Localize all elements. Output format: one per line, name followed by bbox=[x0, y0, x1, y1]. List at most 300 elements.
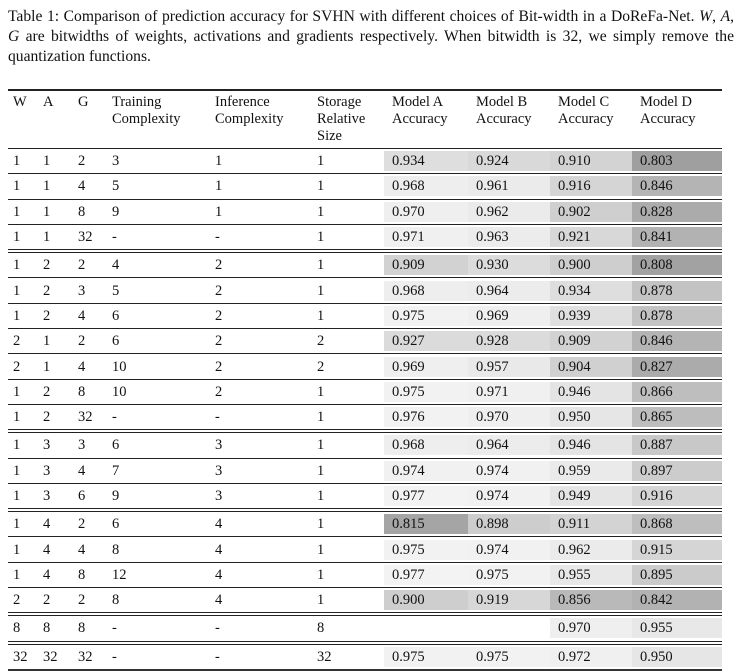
accuracy-value: 0.911 bbox=[550, 514, 632, 534]
table-cell: 3 bbox=[78, 431, 112, 458]
accuracy-table bbox=[8, 89, 722, 671]
accuracy-cell bbox=[550, 431, 632, 458]
accuracy-cell bbox=[550, 329, 632, 354]
accuracy-cell bbox=[468, 562, 550, 587]
table-cell: 1 bbox=[215, 174, 317, 199]
table-cell: 1 bbox=[8, 379, 43, 404]
accuracy-cell bbox=[632, 278, 722, 303]
table-cell: 32 bbox=[317, 643, 384, 670]
accuracy-cell bbox=[468, 643, 550, 670]
accuracy-value: 0.887 bbox=[632, 435, 722, 455]
accuracy-cell bbox=[632, 303, 722, 328]
accuracy-value: 0.968 bbox=[384, 281, 468, 301]
table-cell: 8 bbox=[112, 588, 215, 615]
accuracy-cell bbox=[632, 562, 722, 587]
table-cell: 10 bbox=[112, 379, 215, 404]
table-cell: 5 bbox=[112, 278, 215, 303]
accuracy-cell bbox=[632, 431, 722, 458]
table-cell: 1 bbox=[8, 431, 43, 458]
table-row bbox=[8, 224, 722, 251]
accuracy-value: 0.808 bbox=[632, 255, 722, 275]
accuracy-cell bbox=[632, 588, 722, 615]
accuracy-value: 0.977 bbox=[384, 486, 468, 506]
table-cell: - bbox=[112, 643, 215, 670]
table-cell: 1 bbox=[317, 510, 384, 537]
accuracy-value: 0.902 bbox=[550, 202, 632, 222]
table-cell: 10 bbox=[112, 354, 215, 379]
accuracy-cell bbox=[550, 614, 632, 642]
accuracy-cell bbox=[632, 174, 722, 199]
table-cell: 1 bbox=[317, 458, 384, 483]
table-cell: 1 bbox=[215, 149, 317, 174]
accuracy-cell bbox=[384, 537, 468, 562]
table-cell: 8 bbox=[78, 614, 112, 642]
table-row bbox=[8, 510, 722, 537]
table-cell: 8 bbox=[78, 199, 112, 224]
table-row bbox=[8, 643, 722, 670]
table-cell: 5 bbox=[112, 174, 215, 199]
accuracy-value: 0.974 bbox=[384, 461, 468, 481]
accuracy-cell bbox=[384, 379, 468, 404]
table-cell: 1 bbox=[317, 174, 384, 199]
accuracy-cell bbox=[632, 643, 722, 670]
accuracy-value: 0.946 bbox=[550, 382, 632, 402]
table-row bbox=[8, 149, 722, 174]
accuracy-cell bbox=[632, 329, 722, 354]
accuracy-cell bbox=[468, 224, 550, 251]
table-cell: 2 bbox=[317, 329, 384, 354]
table-cell: - bbox=[112, 224, 215, 251]
table-cell: 4 bbox=[78, 174, 112, 199]
accuracy-value: 0.970 bbox=[384, 202, 468, 222]
accuracy-value: 0.975 bbox=[468, 565, 550, 585]
table-cell: 2 bbox=[8, 588, 43, 615]
accuracy-cell bbox=[632, 251, 722, 278]
column-header: Training Complexity bbox=[112, 90, 215, 149]
accuracy-cell bbox=[384, 278, 468, 303]
accuracy-value: 0.900 bbox=[550, 255, 632, 275]
table-cell: 4 bbox=[215, 588, 317, 615]
table-cell: 3 bbox=[215, 483, 317, 510]
table-cell: 4 bbox=[215, 510, 317, 537]
accuracy-value: 0.957 bbox=[468, 357, 550, 377]
column-header: Model D Accuracy bbox=[632, 90, 722, 149]
accuracy-value: 0.974 bbox=[468, 540, 550, 560]
table-cell: 2 bbox=[8, 354, 43, 379]
accuracy-cell bbox=[384, 643, 468, 670]
table-cell: 1 bbox=[8, 149, 43, 174]
table-cell: 1 bbox=[43, 329, 78, 354]
accuracy-value: 0.964 bbox=[468, 435, 550, 455]
accuracy-cell bbox=[468, 510, 550, 537]
table-cell: 4 bbox=[43, 510, 78, 537]
accuracy-value: 0.846 bbox=[632, 331, 722, 351]
table-cell: 8 bbox=[8, 614, 43, 642]
accuracy-value: 0.962 bbox=[468, 202, 550, 222]
table-cell: 4 bbox=[215, 562, 317, 587]
accuracy-cell bbox=[632, 379, 722, 404]
table-cell: 3 bbox=[43, 431, 78, 458]
table-cell: 6 bbox=[112, 510, 215, 537]
accuracy-cell bbox=[384, 354, 468, 379]
table-row bbox=[8, 458, 722, 483]
accuracy-value: 0.866 bbox=[632, 382, 722, 402]
table-cell: 1 bbox=[43, 354, 78, 379]
accuracy-value: 0.916 bbox=[550, 176, 632, 196]
table-cell: 8 bbox=[78, 562, 112, 587]
accuracy-value: 0.898 bbox=[468, 514, 550, 534]
table-row bbox=[8, 562, 722, 587]
table-cell: 32 bbox=[8, 643, 43, 670]
accuracy-value: 0.977 bbox=[384, 565, 468, 585]
accuracy-cell bbox=[550, 278, 632, 303]
table-cell: 1 bbox=[8, 483, 43, 510]
accuracy-value: 0.878 bbox=[632, 306, 722, 326]
accuracy-cell bbox=[468, 431, 550, 458]
accuracy-cell bbox=[550, 354, 632, 379]
accuracy-value: 0.934 bbox=[384, 151, 468, 171]
accuracy-cell bbox=[550, 224, 632, 251]
table-cell: - bbox=[215, 614, 317, 642]
accuracy-cell bbox=[632, 354, 722, 379]
table-cell: 4 bbox=[78, 354, 112, 379]
accuracy-value: 0.975 bbox=[384, 647, 468, 667]
table-cell: 4 bbox=[43, 562, 78, 587]
table-cell: 32 bbox=[78, 404, 112, 431]
table-cell: 1 bbox=[317, 278, 384, 303]
accuracy-cell bbox=[384, 199, 468, 224]
table-cell: 2 bbox=[78, 149, 112, 174]
accuracy-value: 0.955 bbox=[550, 565, 632, 585]
table-cell: 8 bbox=[43, 614, 78, 642]
table-cell: 2 bbox=[215, 329, 317, 354]
accuracy-value: 0.975 bbox=[468, 647, 550, 667]
accuracy-value: 0.868 bbox=[632, 514, 722, 534]
accuracy-cell bbox=[468, 149, 550, 174]
accuracy-value: 0.939 bbox=[550, 306, 632, 326]
table-cell: 1 bbox=[317, 149, 384, 174]
accuracy-value: 0.856 bbox=[550, 590, 632, 610]
accuracy-cell bbox=[468, 404, 550, 431]
table-cell: 4 bbox=[78, 537, 112, 562]
table-row bbox=[8, 251, 722, 278]
accuracy-cell bbox=[632, 149, 722, 174]
table-row bbox=[8, 404, 722, 431]
accuracy-cell bbox=[632, 199, 722, 224]
table-row bbox=[8, 483, 722, 510]
column-header: G bbox=[78, 90, 112, 149]
table-cell: - bbox=[215, 404, 317, 431]
accuracy-value: 0.900 bbox=[384, 590, 468, 610]
accuracy-value: 0.963 bbox=[468, 227, 550, 247]
table-cell: 8 bbox=[112, 537, 215, 562]
table-cell: 1 bbox=[8, 562, 43, 587]
accuracy-value: 0.961 bbox=[468, 176, 550, 196]
column-header: Inference Complexity bbox=[215, 90, 317, 149]
caption-text-rest: are bitwidths of weights, activations and gradients respectively. When bitwidth is 32, we simply remove the quantization functions. bbox=[8, 28, 734, 65]
accuracy-value bbox=[384, 618, 468, 638]
accuracy-value: 0.975 bbox=[384, 382, 468, 402]
column-header: Model B Accuracy bbox=[468, 90, 550, 149]
accuracy-cell bbox=[550, 510, 632, 537]
accuracy-cell bbox=[468, 379, 550, 404]
accuracy-cell bbox=[384, 329, 468, 354]
table-cell: 32 bbox=[43, 643, 78, 670]
caption-var-a: A bbox=[720, 8, 731, 25]
accuracy-value: 0.921 bbox=[550, 227, 632, 247]
column-header: Storage Relative Size bbox=[317, 90, 384, 149]
accuracy-cell bbox=[468, 278, 550, 303]
table-cell: 3 bbox=[43, 458, 78, 483]
table-cell: 32 bbox=[78, 224, 112, 251]
table-row bbox=[8, 278, 722, 303]
accuracy-value: 0.924 bbox=[468, 151, 550, 171]
accuracy-cell bbox=[550, 379, 632, 404]
table-row bbox=[8, 588, 722, 615]
table-cell: 2 bbox=[215, 354, 317, 379]
table-cell: 7 bbox=[112, 458, 215, 483]
accuracy-cell bbox=[468, 588, 550, 615]
accuracy-cell bbox=[632, 458, 722, 483]
accuracy-value: 0.927 bbox=[384, 331, 468, 351]
table-row bbox=[8, 614, 722, 642]
accuracy-cell bbox=[550, 643, 632, 670]
table-cell: 4 bbox=[78, 458, 112, 483]
accuracy-cell bbox=[468, 614, 550, 642]
table-cell: - bbox=[215, 643, 317, 670]
accuracy-value: 0.964 bbox=[468, 281, 550, 301]
table-cell: 4 bbox=[112, 251, 215, 278]
table-cell: 2 bbox=[43, 404, 78, 431]
accuracy-value: 0.878 bbox=[632, 281, 722, 301]
table-cell: 1 bbox=[317, 588, 384, 615]
table-cell: 12 bbox=[112, 562, 215, 587]
accuracy-value: 0.803 bbox=[632, 151, 722, 171]
accuracy-value: 0.969 bbox=[384, 357, 468, 377]
column-header: W bbox=[8, 90, 43, 149]
accuracy-value: 0.955 bbox=[632, 618, 722, 638]
column-header: A bbox=[43, 90, 78, 149]
accuracy-value: 0.916 bbox=[632, 486, 722, 506]
table-cell: 2 bbox=[78, 329, 112, 354]
accuracy-value: 0.950 bbox=[632, 647, 722, 667]
accuracy-value: 0.962 bbox=[550, 540, 632, 560]
table-cell: 1 bbox=[43, 199, 78, 224]
accuracy-value: 0.974 bbox=[468, 486, 550, 506]
accuracy-value: 0.928 bbox=[468, 331, 550, 351]
table-cell: 6 bbox=[112, 303, 215, 328]
accuracy-value: 0.909 bbox=[550, 331, 632, 351]
table-cell: 2 bbox=[78, 510, 112, 537]
table-cell: 1 bbox=[8, 458, 43, 483]
table-cell: 1 bbox=[317, 404, 384, 431]
accuracy-cell bbox=[384, 483, 468, 510]
accuracy-cell bbox=[384, 588, 468, 615]
caption-text: Table 1: Comparison of prediction accuracy for SVHN with different choices of Bit-width in a DoReFa-Net. bbox=[8, 8, 695, 25]
table-cell: 4 bbox=[215, 537, 317, 562]
accuracy-value: 0.975 bbox=[384, 540, 468, 560]
accuracy-cell bbox=[632, 614, 722, 642]
accuracy-cell bbox=[384, 224, 468, 251]
table-body bbox=[8, 149, 722, 670]
accuracy-value: 0.865 bbox=[632, 407, 722, 427]
table-cell: 1 bbox=[8, 224, 43, 251]
accuracy-value: 0.971 bbox=[468, 382, 550, 402]
table-row bbox=[8, 537, 722, 562]
table-cell: 2 bbox=[43, 278, 78, 303]
accuracy-value: 0.915 bbox=[632, 540, 722, 560]
accuracy-value: 0.910 bbox=[550, 151, 632, 171]
table-cell: - bbox=[215, 224, 317, 251]
table-cell: 3 bbox=[112, 149, 215, 174]
column-header: Model A Accuracy bbox=[384, 90, 468, 149]
table-row bbox=[8, 303, 722, 328]
table-cell: 1 bbox=[317, 251, 384, 278]
table-cell: 8 bbox=[317, 614, 384, 642]
accuracy-cell bbox=[384, 303, 468, 328]
table-row bbox=[8, 199, 722, 224]
accuracy-value: 0.827 bbox=[632, 357, 722, 377]
table-cell: 1 bbox=[43, 174, 78, 199]
table-cell: 3 bbox=[215, 431, 317, 458]
table-cell: 32 bbox=[78, 643, 112, 670]
table-row bbox=[8, 379, 722, 404]
table-cell: 1 bbox=[317, 537, 384, 562]
table-cell: 1 bbox=[8, 303, 43, 328]
accuracy-cell bbox=[468, 174, 550, 199]
accuracy-cell bbox=[632, 537, 722, 562]
accuracy-cell bbox=[550, 562, 632, 587]
accuracy-value: 0.895 bbox=[632, 565, 722, 585]
accuracy-cell bbox=[632, 510, 722, 537]
accuracy-cell bbox=[550, 199, 632, 224]
accuracy-value: 0.974 bbox=[468, 461, 550, 481]
accuracy-value: 0.897 bbox=[632, 461, 722, 481]
accuracy-value: 0.828 bbox=[632, 202, 722, 222]
table-cell: 2 bbox=[78, 588, 112, 615]
table-cell: 2 bbox=[317, 354, 384, 379]
table-cell: 8 bbox=[78, 379, 112, 404]
accuracy-value: 0.968 bbox=[384, 435, 468, 455]
accuracy-cell bbox=[384, 510, 468, 537]
table-cell: 1 bbox=[215, 199, 317, 224]
accuracy-cell bbox=[550, 404, 632, 431]
caption-var-g: G bbox=[8, 28, 20, 45]
table-cell: 1 bbox=[8, 199, 43, 224]
accuracy-cell bbox=[468, 303, 550, 328]
table-cell: 2 bbox=[215, 278, 317, 303]
table-cell: 2 bbox=[43, 303, 78, 328]
table-row bbox=[8, 354, 722, 379]
accuracy-cell bbox=[384, 174, 468, 199]
accuracy-cell bbox=[550, 251, 632, 278]
table-cell: 2 bbox=[78, 251, 112, 278]
table-cell: 6 bbox=[112, 431, 215, 458]
table-cell: 1 bbox=[8, 404, 43, 431]
accuracy-cell bbox=[384, 431, 468, 458]
accuracy-value: 0.968 bbox=[384, 176, 468, 196]
accuracy-value: 0.842 bbox=[632, 590, 722, 610]
accuracy-cell bbox=[550, 458, 632, 483]
caption-var-w: W bbox=[699, 8, 713, 25]
table-cell: 1 bbox=[317, 379, 384, 404]
table-cell: 1 bbox=[317, 224, 384, 251]
accuracy-value: 0.959 bbox=[550, 461, 632, 481]
table-cell: 3 bbox=[78, 278, 112, 303]
caption-sep: , bbox=[712, 8, 716, 25]
table-cell: 2 bbox=[43, 588, 78, 615]
table-cell: 9 bbox=[112, 199, 215, 224]
accuracy-value: 0.970 bbox=[550, 618, 632, 638]
table-cell: 1 bbox=[8, 537, 43, 562]
accuracy-value: 0.971 bbox=[384, 227, 468, 247]
table-cell: 2 bbox=[8, 329, 43, 354]
table-cell: 2 bbox=[43, 379, 78, 404]
column-header: Model C Accuracy bbox=[550, 90, 632, 149]
table-cell: 1 bbox=[8, 174, 43, 199]
accuracy-cell bbox=[632, 224, 722, 251]
accuracy-value: 0.846 bbox=[632, 176, 722, 196]
table-header-row bbox=[8, 90, 722, 149]
accuracy-cell bbox=[384, 404, 468, 431]
accuracy-value: 0.975 bbox=[384, 306, 468, 326]
table-cell: 1 bbox=[317, 199, 384, 224]
caption-sep: , bbox=[730, 8, 734, 25]
accuracy-cell bbox=[468, 483, 550, 510]
table-cell: 6 bbox=[78, 483, 112, 510]
table-cell: 3 bbox=[43, 483, 78, 510]
table-cell: 4 bbox=[43, 537, 78, 562]
accuracy-cell bbox=[550, 174, 632, 199]
accuracy-value: 0.815 bbox=[384, 514, 468, 534]
accuracy-cell bbox=[384, 251, 468, 278]
table-cell: 6 bbox=[112, 329, 215, 354]
accuracy-value: 0.909 bbox=[384, 255, 468, 275]
table-row bbox=[8, 174, 722, 199]
accuracy-value: 0.841 bbox=[632, 227, 722, 247]
accuracy-value bbox=[468, 618, 550, 638]
accuracy-cell bbox=[468, 199, 550, 224]
table-caption bbox=[8, 7, 734, 67]
accuracy-cell bbox=[384, 458, 468, 483]
accuracy-cell bbox=[550, 483, 632, 510]
table-cell: - bbox=[112, 404, 215, 431]
table-cell: 1 bbox=[8, 510, 43, 537]
accuracy-value: 0.946 bbox=[550, 435, 632, 455]
table-cell: 2 bbox=[43, 251, 78, 278]
table-cell: 1 bbox=[317, 303, 384, 328]
accuracy-cell bbox=[550, 149, 632, 174]
accuracy-cell bbox=[468, 251, 550, 278]
table-cell: 4 bbox=[78, 303, 112, 328]
accuracy-cell bbox=[550, 588, 632, 615]
table-cell: - bbox=[112, 614, 215, 642]
accuracy-cell bbox=[468, 329, 550, 354]
accuracy-value: 0.969 bbox=[468, 306, 550, 326]
accuracy-value: 0.930 bbox=[468, 255, 550, 275]
table-cell: 3 bbox=[215, 458, 317, 483]
table-cell: 1 bbox=[43, 224, 78, 251]
accuracy-value: 0.919 bbox=[468, 590, 550, 610]
accuracy-value: 0.976 bbox=[384, 407, 468, 427]
table-cell: 1 bbox=[317, 483, 384, 510]
table-cell: 1 bbox=[317, 562, 384, 587]
accuracy-value: 0.934 bbox=[550, 281, 632, 301]
table-cell: 1 bbox=[317, 431, 384, 458]
accuracy-value: 0.949 bbox=[550, 486, 632, 506]
table-row bbox=[8, 329, 722, 354]
accuracy-cell bbox=[550, 303, 632, 328]
